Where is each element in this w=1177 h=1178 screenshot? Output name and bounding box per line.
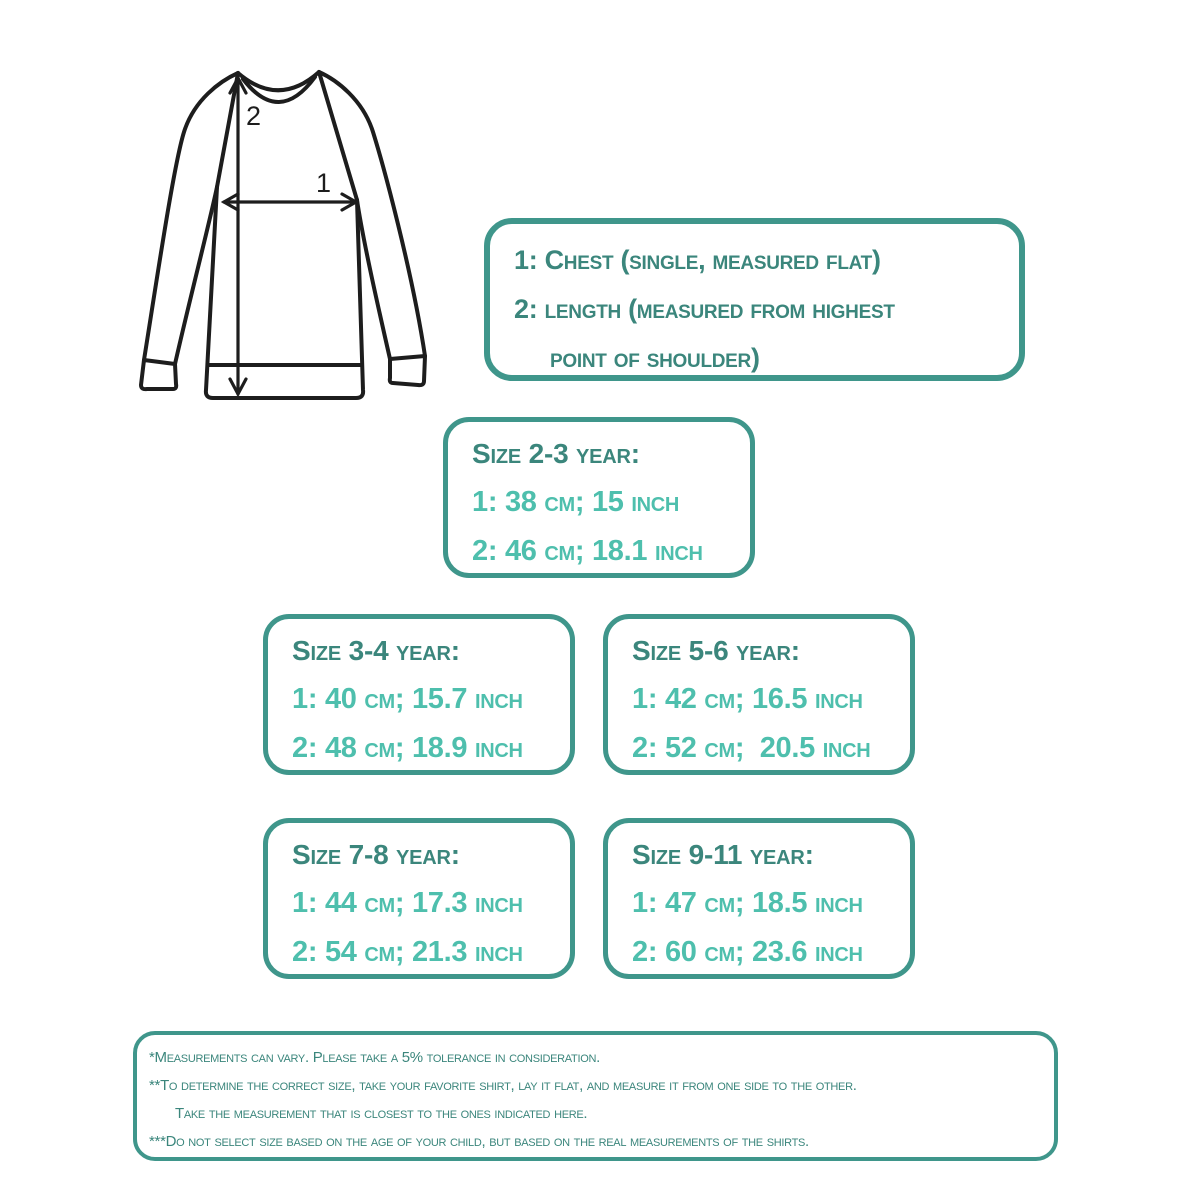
size-chest-measurement: 1: 38 cm; 15 inch <box>472 486 680 518</box>
size-chest-measurement: 1: 47 cm; 18.5 inch <box>632 887 863 919</box>
sweater-diagram <box>120 40 480 420</box>
left-cuff <box>141 360 176 389</box>
legend-line-chest: 1: Chest (single, measured flat) <box>514 245 881 275</box>
length-arrow-label: 2 <box>246 101 262 131</box>
footnote-tolerance: *Measurements can vary. Please take a 5% tolerance in consideration. <box>149 1049 600 1066</box>
chest-arrow-label: 1 <box>316 168 332 198</box>
legend-line-length: 2: length (measured from highest <box>514 294 895 324</box>
size-chest-measurement: 1: 44 cm; 17.3 inch <box>292 887 523 919</box>
size-box-5-6-year <box>603 614 915 775</box>
size-chest-measurement: 1: 40 cm; 15.7 inch <box>292 683 523 715</box>
left-raglan-seam <box>217 73 238 187</box>
size-box-9-11-year <box>603 818 915 979</box>
left-sleeve-outline <box>144 73 238 360</box>
size-length-measurement: 2: 46 cm; 18.1 inch <box>472 535 703 567</box>
measurement-legend-box <box>484 218 1025 381</box>
size-length-measurement: 2: 52 cm; 20.5 inch <box>632 732 871 764</box>
footnote-age-warning: ***Do not select size based on the age of your child, but based on the real measurements of the shirts. <box>149 1133 809 1150</box>
footnote-how-to-measure-cont: Take the measurement that is closest to the ones indicated here. <box>175 1105 588 1122</box>
size-chest-measurement: 1: 42 cm; 16.5 inch <box>632 683 863 715</box>
size-box-2-3-year <box>443 417 755 578</box>
size-box-title: Size 5-6 year: <box>632 635 800 666</box>
right-sleeve-outline <box>319 72 425 356</box>
size-box-3-4-year <box>263 614 575 775</box>
legend-line-length-cont: point of shoulder) <box>550 343 760 373</box>
size-length-measurement: 2: 48 cm; 18.9 inch <box>292 732 523 764</box>
size-box-title: Size 2-3 year: <box>472 438 640 469</box>
size-box-title: Size 9-11 year: <box>632 839 814 870</box>
size-box-title: Size 3-4 year: <box>292 635 460 666</box>
size-box-7-8-year <box>263 818 575 979</box>
footnote-how-to-measure: **To determine the correct size, take your favorite shirt, lay it flat, and measure it from one side to the other. <box>149 1077 857 1094</box>
size-box-title: Size 7-8 year: <box>292 839 460 870</box>
size-length-measurement: 2: 54 cm; 21.3 inch <box>292 936 523 968</box>
footnotes-box <box>133 1031 1058 1161</box>
right-cuff <box>390 356 425 385</box>
size-length-measurement: 2: 60 cm; 23.6 inch <box>632 936 863 968</box>
